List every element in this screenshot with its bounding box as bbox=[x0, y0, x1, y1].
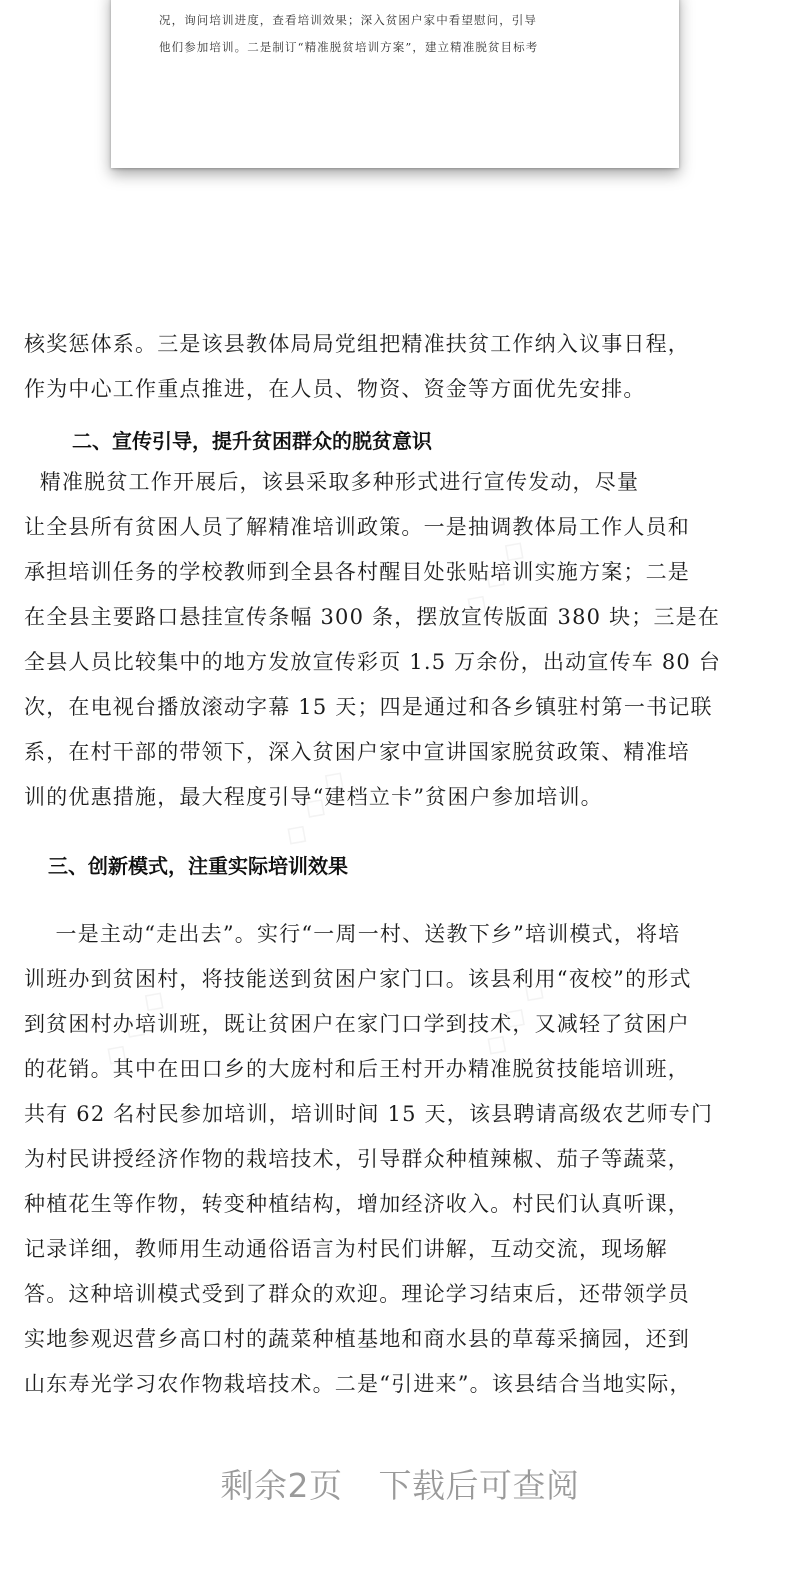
watermark-mark: ◇ ◇ ◇ bbox=[474, 971, 554, 1064]
paragraph-block-a bbox=[24, 322, 690, 412]
text-line: 系，在村干部的带领下，深入贫困户家中宣讲国家脱贫政策、精准培 bbox=[24, 740, 690, 764]
paragraph-block-b bbox=[24, 460, 721, 820]
remaining-pages-label: 剩余2页 bbox=[220, 1466, 343, 1505]
preview-line bbox=[159, 0, 635, 7]
preview-line: 况，询问培训进度，查看培训效果；深入贫困户家中看望慰问，引导 bbox=[159, 13, 537, 27]
text-line: 次，在电视台播放滚动字幕 15 天；四是通过和各乡镇驻村第一书记联 bbox=[24, 695, 713, 719]
text-line: 在全县主要路口悬挂宣传条幅 300 条，摆放宣传版面 380 块；三是在 bbox=[24, 605, 721, 629]
section-heading-3: 三、创新模式，注重实际培训效果 bbox=[48, 854, 348, 878]
text-line: 承担培训任务的学校教师到全县各村醒目处张贴培训实施方案；二是 bbox=[24, 560, 690, 584]
text-line: 种植花生等作物，转变种植结构，增加经济收入。村民们认真听课， bbox=[24, 1192, 690, 1216]
text-line: 训班办到贫困村，将技能送到贫困户家门口。该县利用“夜校”的形式 bbox=[24, 967, 692, 991]
download-prompt[interactable] bbox=[0, 1460, 800, 1507]
download-to-view-label: 下载后可查阅 bbox=[378, 1466, 580, 1505]
text-line: 记录详细，教师用生动通俗语言为村民们讲解，互动交流，现场解 bbox=[24, 1237, 668, 1261]
text-line: 训的优惠措施，最大程度引导“建档立卡”贫困户参加培训。 bbox=[24, 785, 603, 809]
section-heading-2: 二、宣传引导，提升贫困群众的脱贫意识 bbox=[72, 429, 432, 453]
preview-page-card bbox=[111, 0, 679, 168]
text-line: 全县人员比较集中的地方发放宣传彩页 1.5 万余份，出动宣传车 80 台 bbox=[24, 650, 722, 674]
text-line: 山东寿光学习农作物栽培技术。二是“引进来”。该县结合当地实际， bbox=[24, 1372, 692, 1396]
watermark-mark: ◇ ◇ ◇ bbox=[274, 761, 354, 854]
preview-excerpt bbox=[159, 0, 635, 61]
text-line: 为村民讲授经济作物的栽培技术，引导群众种植辣椒、茄子等蔬菜， bbox=[24, 1147, 690, 1171]
preview-line: 他们参加培训。二是制订“精准脱贫培训方案”，建立精准脱贫目标考 bbox=[159, 40, 539, 54]
watermark-mark: ◇ ◇ ◇ bbox=[454, 531, 534, 624]
text-line: 精准脱贫工作开展后，该县采取多种形式进行宣传发动，尽量 bbox=[24, 470, 640, 494]
paragraph-block-c bbox=[24, 912, 713, 1407]
text-line: 核奖惩体系。三是该县教体局局党组把精准扶贫工作纳入议事日程， bbox=[24, 332, 690, 356]
text-line: 到贫困村办培训班，既让贫困户在家门口学到技术，又减轻了贫困户 bbox=[24, 1012, 690, 1036]
text-line: 的花销。其中在田口乡的大庞村和后王村开办精准脱贫技能培训班， bbox=[24, 1057, 690, 1081]
text-line: 实地参观迟营乡高口村的蔬菜种植基地和商水县的草莓采摘园，还到 bbox=[24, 1327, 690, 1351]
text-line: 让全县所有贫困人员了解精准培训政策。一是抽调教体局工作人员和 bbox=[24, 515, 690, 539]
watermark-mark: ◇ ◇ ◇ bbox=[94, 981, 174, 1074]
text-line: 一是主动“走出去”。实行“一周一村、送教下乡”培训模式，将培 bbox=[24, 922, 681, 946]
text-line: 共有 62 名村民参加培训，培训时间 15 天，该县聘请高级农艺师专门 bbox=[24, 1102, 714, 1126]
text-line: 答。这种培训模式受到了群众的欢迎。理论学习结束后，还带领学员 bbox=[24, 1282, 690, 1306]
text-line: 作为中心工作重点推进，在人员、物资、资金等方面优先安排。 bbox=[24, 377, 646, 401]
